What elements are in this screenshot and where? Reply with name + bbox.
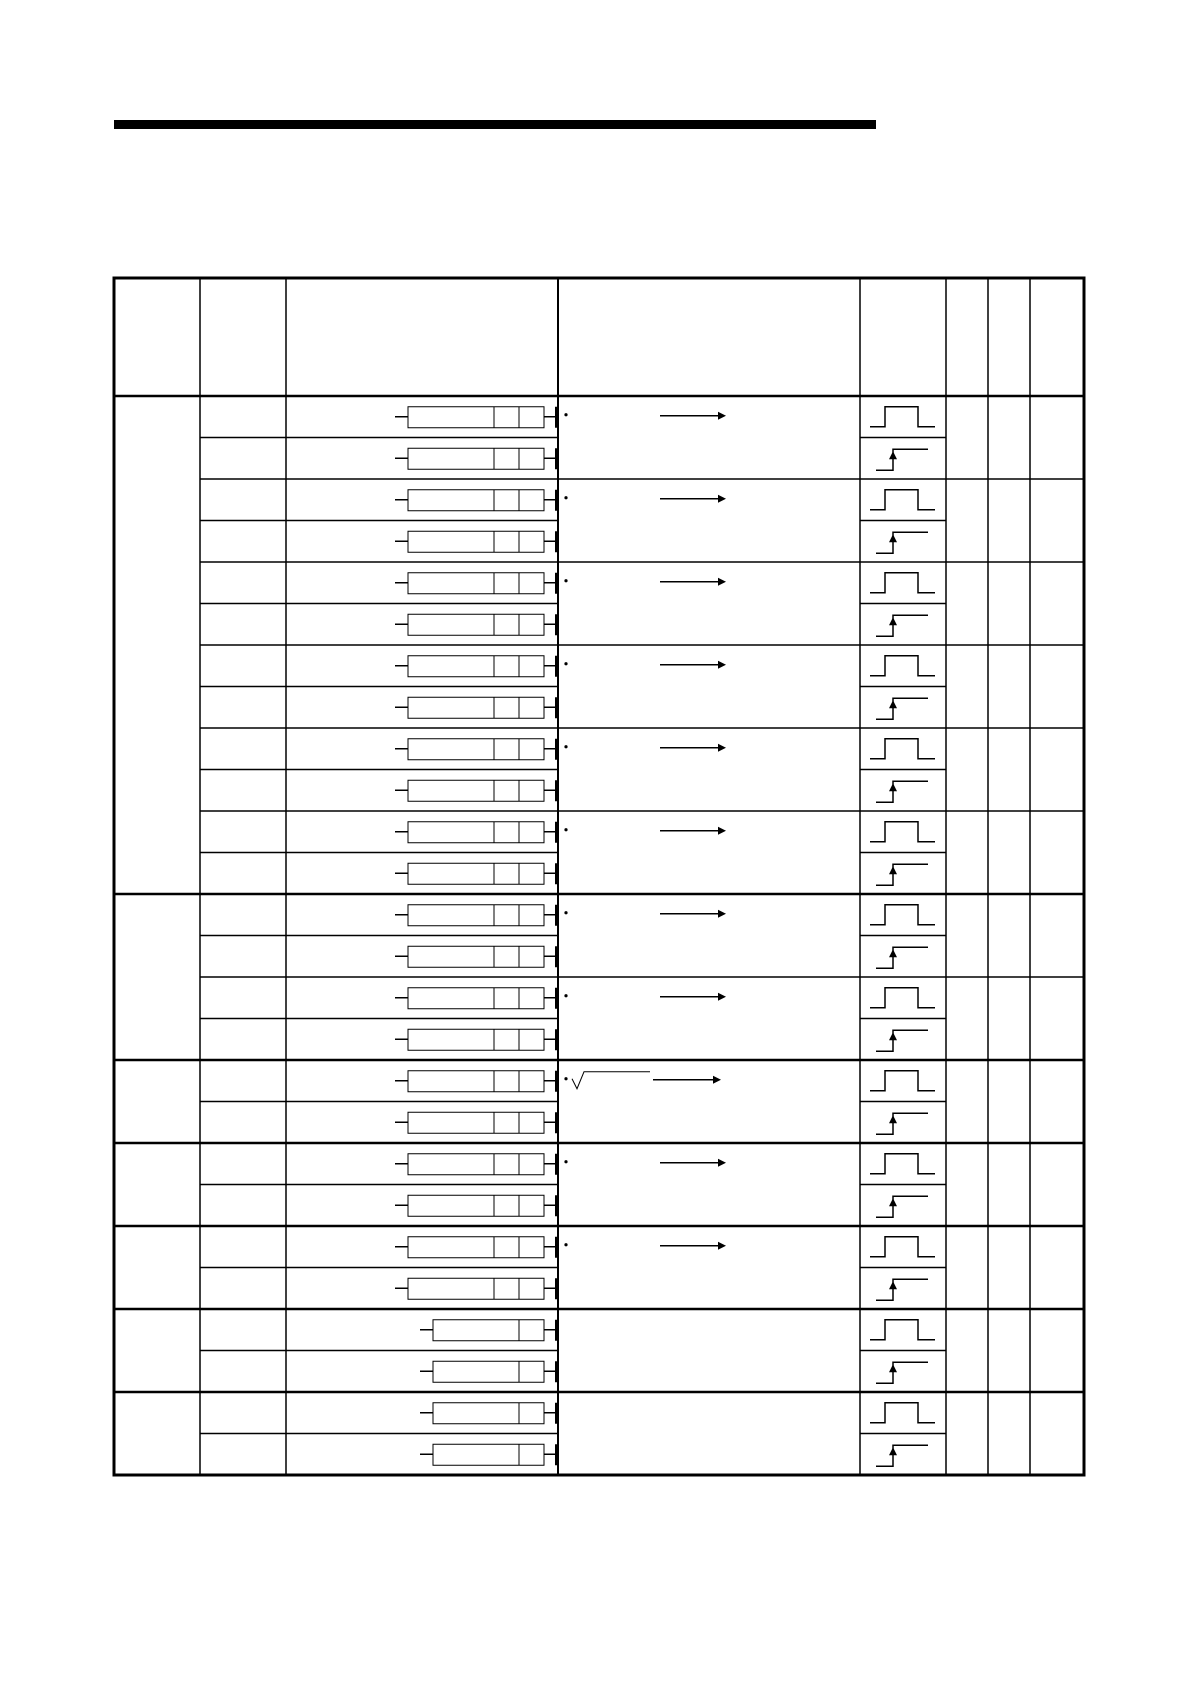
ladder-instruction-box bbox=[408, 988, 544, 1009]
ladder-instruction-box bbox=[408, 863, 544, 884]
sqrt-symbol bbox=[572, 1072, 650, 1089]
processing-arrowhead bbox=[718, 1242, 726, 1250]
ladder-instruction-box bbox=[433, 1361, 544, 1382]
ladder-instruction-box bbox=[408, 1278, 544, 1299]
ladder-instruction-box bbox=[408, 448, 544, 469]
processing-arrowhead bbox=[718, 993, 726, 1001]
ladder-instruction-box bbox=[408, 739, 544, 760]
processing-bullet bbox=[564, 662, 567, 665]
processing-bullet bbox=[564, 579, 567, 582]
processing-arrowhead bbox=[718, 578, 726, 586]
processing-bullet bbox=[564, 1160, 567, 1163]
pulse-waveform bbox=[870, 1320, 935, 1340]
ladder-instruction-box bbox=[408, 573, 544, 594]
table-row bbox=[395, 822, 935, 843]
processing-bullet bbox=[564, 911, 567, 914]
rising-edge-waveform bbox=[876, 615, 928, 636]
processing-bullet bbox=[564, 496, 567, 499]
table-row bbox=[395, 490, 935, 511]
pulse-waveform bbox=[870, 573, 935, 593]
table-row bbox=[395, 1071, 935, 1092]
ladder-instruction-box bbox=[408, 780, 544, 801]
table-row bbox=[395, 531, 928, 553]
pulse-waveform bbox=[870, 407, 935, 427]
rising-edge-waveform bbox=[876, 1279, 928, 1300]
rising-edge-arrowhead bbox=[889, 700, 897, 708]
table-row bbox=[395, 573, 935, 594]
table-frame bbox=[114, 278, 1084, 1475]
ladder-instruction-box bbox=[408, 1071, 544, 1092]
table-row bbox=[395, 1195, 928, 1217]
table-row bbox=[395, 780, 928, 802]
table-row bbox=[395, 863, 928, 885]
pulse-waveform bbox=[870, 988, 935, 1008]
pulse-waveform bbox=[870, 656, 935, 676]
pulse-waveform bbox=[870, 905, 935, 925]
rising-edge-waveform bbox=[876, 1030, 928, 1051]
pulse-waveform bbox=[870, 739, 935, 759]
ladder-instruction-box bbox=[408, 531, 544, 552]
rising-edge-waveform bbox=[876, 1196, 928, 1217]
table-row bbox=[420, 1403, 935, 1424]
ladder-instruction-box bbox=[408, 407, 544, 428]
rising-edge-arrowhead bbox=[889, 1364, 897, 1372]
processing-arrowhead bbox=[718, 412, 726, 420]
rising-edge-waveform bbox=[876, 947, 928, 968]
table-row bbox=[395, 614, 928, 636]
rising-edge-arrowhead bbox=[889, 783, 897, 791]
ladder-instruction-box bbox=[408, 1195, 544, 1216]
rising-edge-waveform bbox=[876, 1445, 928, 1466]
rising-edge-arrowhead bbox=[889, 451, 897, 459]
pulse-waveform bbox=[870, 1154, 935, 1174]
ladder-instruction-box bbox=[408, 656, 544, 677]
processing-bullet bbox=[564, 1243, 567, 1246]
rising-edge-arrowhead bbox=[889, 1115, 897, 1123]
processing-arrowhead bbox=[718, 495, 726, 503]
pulse-waveform bbox=[870, 1403, 935, 1423]
processing-bullet bbox=[564, 745, 567, 748]
processing-bullet bbox=[564, 994, 567, 997]
rising-edge-arrowhead bbox=[889, 1447, 897, 1455]
ladder-instruction-box bbox=[408, 822, 544, 843]
processing-arrowhead bbox=[718, 1159, 726, 1167]
ladder-instruction-box bbox=[408, 1029, 544, 1050]
table-row bbox=[395, 988, 935, 1009]
processing-arrowhead bbox=[718, 827, 726, 835]
table-row bbox=[420, 1320, 935, 1341]
rising-edge-waveform bbox=[876, 1113, 928, 1134]
rising-edge-arrowhead bbox=[889, 1281, 897, 1289]
rising-edge-waveform bbox=[876, 449, 928, 470]
table-row bbox=[420, 1444, 928, 1466]
table-row bbox=[395, 1112, 928, 1134]
rising-edge-waveform bbox=[876, 1362, 928, 1383]
ladder-instruction-box bbox=[408, 697, 544, 718]
rising-edge-waveform bbox=[876, 532, 928, 553]
rising-edge-waveform bbox=[876, 781, 928, 802]
rising-edge-arrowhead bbox=[889, 949, 897, 957]
ladder-instruction-box bbox=[408, 1154, 544, 1175]
ladder-instruction-box bbox=[408, 1112, 544, 1133]
table-row bbox=[395, 1029, 928, 1051]
table-row bbox=[395, 697, 928, 719]
pulse-waveform bbox=[870, 822, 935, 842]
table-row bbox=[395, 1278, 928, 1300]
rising-edge-arrowhead bbox=[889, 1198, 897, 1206]
ladder-instruction-box bbox=[433, 1403, 544, 1424]
processing-arrowhead bbox=[718, 661, 726, 669]
pulse-waveform bbox=[870, 1237, 935, 1257]
processing-arrowhead bbox=[718, 744, 726, 752]
processing-bullet bbox=[564, 413, 567, 416]
processing-bullet bbox=[564, 828, 567, 831]
rising-edge-arrowhead bbox=[889, 866, 897, 874]
processing-arrowhead bbox=[718, 910, 726, 918]
table-row bbox=[395, 448, 928, 470]
ladder-instruction-box bbox=[433, 1320, 544, 1341]
table-row bbox=[395, 656, 935, 677]
pulse-waveform bbox=[870, 490, 935, 510]
rising-edge-waveform bbox=[876, 698, 928, 719]
rising-edge-waveform bbox=[876, 864, 928, 885]
ladder-instruction-box bbox=[408, 1237, 544, 1258]
processing-bullet bbox=[564, 1077, 567, 1080]
ladder-instruction-box bbox=[408, 905, 544, 926]
ladder-instruction-box bbox=[433, 1444, 544, 1465]
rising-edge-arrowhead bbox=[889, 534, 897, 542]
ladder-instruction-box bbox=[408, 946, 544, 967]
rising-edge-arrowhead bbox=[889, 1032, 897, 1040]
table-row bbox=[395, 905, 935, 926]
table-row bbox=[420, 1361, 928, 1383]
ladder-instruction-box bbox=[408, 614, 544, 635]
table-row bbox=[395, 739, 935, 760]
table-row bbox=[395, 407, 935, 428]
ladder-instruction-box bbox=[408, 490, 544, 511]
pulse-waveform bbox=[870, 1071, 935, 1091]
table-row bbox=[395, 1154, 935, 1175]
table-row bbox=[395, 946, 928, 968]
table-row bbox=[395, 1237, 935, 1258]
rising-edge-arrowhead bbox=[889, 617, 897, 625]
processing-arrowhead bbox=[713, 1076, 721, 1084]
